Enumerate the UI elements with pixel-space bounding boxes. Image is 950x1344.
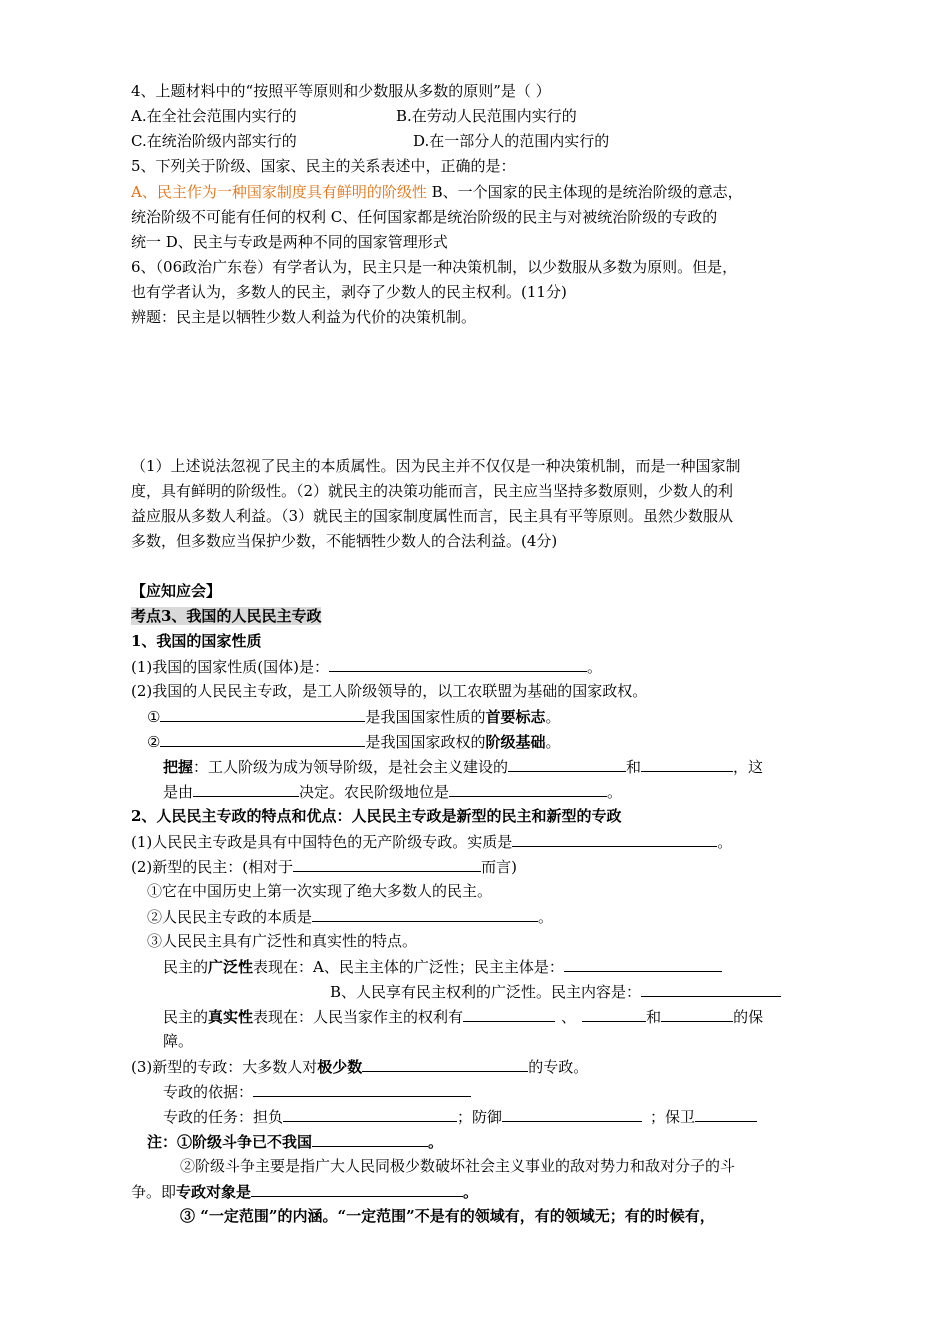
zs-a: 民主的 — [163, 1008, 209, 1026]
q5-stem: 5、下列关于阶级、国家、民主的关系表述中，正确的是： — [131, 157, 516, 175]
renwu-b: ；防御 — [457, 1108, 503, 1126]
q6-line1: 6、（06政治广东卷）有学者认为，民主只是一种决策机制，以少数服从多数为原则。但是， — [131, 258, 738, 276]
gf-a: 民主的 — [163, 958, 209, 976]
zs-e: 的保 — [733, 1008, 764, 1026]
answer-line3: 益应服从多数人利益。（3）就民主的国家制度属性而言，民主具有平等原则。虽然少数服从 — [131, 507, 734, 525]
blank-field[interactable] — [253, 1080, 471, 1097]
s2-2 — [131, 855, 831, 878]
zhenshi-line — [163, 1005, 863, 1028]
circle-1-prefix: ① — [147, 708, 161, 726]
blank-field[interactable] — [449, 780, 607, 797]
point-1: ①它在中国历史上第一次实现了绝大多数人的民主。 — [147, 882, 493, 900]
blank-field[interactable] — [661, 1005, 733, 1022]
gf-c: B、人民享有民主权利的广泛性。民主内容是： — [330, 983, 642, 1001]
point-2 — [147, 905, 847, 928]
s2-2b: 而言) — [481, 858, 517, 876]
q4-option-c: C.在统治阶级内部实行的 — [131, 132, 297, 150]
jueding: 决定。农民阶级地位是 — [299, 783, 450, 801]
q5-line3: 统一 D、民主与专政是两种不同的国家管理形式 — [131, 233, 448, 251]
s3-bold: 极少数 — [317, 1058, 363, 1076]
period: 。 — [428, 1133, 444, 1151]
gf-bold: 广泛性 — [208, 958, 254, 976]
answer-line1: （1）上述说法忽视了民主的本质属性。因为民主并不仅仅是一种决策机制，而是一种国家制 — [131, 457, 741, 475]
kaodian-title-text: 考点3、我国的人民民主专政 — [131, 607, 322, 625]
period: 。 — [545, 733, 561, 751]
blank-field[interactable] — [512, 830, 717, 847]
heading-2: 2、人民民主专政的特点和优点：人民民主专政是新型的民主和新型的专政 — [131, 807, 622, 825]
q4-option-d: D.在一部分人的范围内实行的 — [413, 132, 610, 150]
q4-options-ab — [131, 105, 831, 127]
kaodian-title — [131, 605, 831, 627]
renwu-c: ；保卫 — [650, 1108, 696, 1126]
heading-1: 1、我国的国家性质 — [131, 632, 262, 650]
period: 。 — [538, 908, 554, 926]
circle-1 — [147, 705, 847, 728]
zhi-label: 把握 — [163, 758, 194, 776]
zhi-text: ：工人阶级为成为领导阶级，是社会主义建设的 — [193, 758, 509, 776]
q4-option-b: B.在劳动人民范围内实行的 — [396, 107, 577, 125]
zs-d: 和 — [646, 1008, 662, 1026]
circle-2-bold: 阶级基础 — [485, 733, 546, 751]
blank-field[interactable] — [312, 905, 538, 922]
zhi-he: 和 — [626, 758, 642, 776]
blank-field[interactable] — [582, 1005, 646, 1022]
note-2: ②阶级斗争主要是指广大人民同极少数破坏社会主义事业的敌对势力和敌对分子的斗 — [180, 1157, 736, 1175]
s3-line — [131, 1055, 831, 1078]
point-3: ③人民民主具有广泛性和真实性的特点。 — [147, 932, 418, 950]
shi-you-line — [163, 780, 863, 803]
gf-b: 表现在：A、民主主体的广泛性；民主主体是： — [253, 958, 564, 976]
point-2-text: ②人民民主专政的本质是 — [147, 908, 313, 926]
s1-1-text: (1)我国的国家性质(国体)是： — [131, 658, 329, 676]
blank-field[interactable] — [695, 1105, 757, 1122]
q6-line3: 辨题：民主是以牺牲少数人利益为代价的决策机制。 — [131, 308, 477, 326]
answer-line2: 度，具有鲜明的阶级性。（2）就民主的决策功能而言，民主应当坚持多数原则，少数人的利 — [131, 482, 734, 500]
note-2-b: 争。即 — [131, 1183, 177, 1201]
s3-b: 的专政。 — [528, 1058, 589, 1076]
blank-field[interactable] — [312, 1130, 428, 1147]
q5-line1 — [131, 181, 831, 203]
q4-options-cd — [131, 130, 831, 152]
yiju-line — [163, 1080, 863, 1103]
circle-2-text: 是我国国家政权的 — [365, 733, 486, 751]
zs-b: 表现在：人民当家作主的权利有 — [253, 1008, 464, 1026]
circle-2 — [147, 730, 847, 753]
q5-line1-rest: B、一个国家的民主体现的是统治阶级的意志， — [426, 183, 743, 201]
s2-1-text: (1)人民民主专政是具有中国特色的无产阶级专政。实质是 — [131, 833, 513, 851]
blank-field[interactable] — [251, 1180, 463, 1197]
s2-2a: (2)新型的民主：(相对于 — [131, 858, 294, 876]
s3-a: (3)新型的专政：大多数人对 — [131, 1058, 318, 1076]
period: 。 — [586, 658, 602, 676]
renwu-a: 专政的任务：担负 — [163, 1108, 284, 1126]
q4-option-a: A.在全社会范围内实行的 — [131, 107, 297, 125]
section-header: 【应知应会】 — [131, 582, 222, 600]
q6-line2: 也有学者认为，多数人的民主，剥夺了少数人的民主权利。(11分) — [131, 283, 567, 301]
blank-field[interactable] — [283, 1105, 457, 1122]
blank-field[interactable] — [329, 655, 587, 672]
q5-option-a-highlight: A、民主作为一种国家制度具有鲜明的阶级性 — [131, 183, 427, 201]
circle-2-prefix: ② — [147, 733, 161, 751]
zs-bold: 真实性 — [208, 1008, 254, 1026]
blank-field[interactable] — [362, 1055, 528, 1072]
guangfan-line-b — [330, 980, 950, 1003]
blank-field[interactable] — [508, 755, 626, 772]
blank-field[interactable] — [293, 855, 481, 872]
blank-field[interactable] — [463, 1005, 555, 1022]
zs-c: 、 — [561, 1008, 577, 1026]
circle-1-bold: 首要标志 — [485, 708, 546, 726]
blank-field[interactable] — [641, 980, 781, 997]
q4-stem: 4、上题材料中的“按照平等原则和少数服从多数的原则”是（ ） — [131, 82, 551, 100]
s1-1 — [131, 655, 831, 678]
note-1-text: 注：①阶级斗争已不我国 — [147, 1133, 313, 1151]
zhi-line — [163, 755, 863, 778]
note-1 — [147, 1130, 847, 1153]
zhi-end: ，这 — [733, 758, 764, 776]
note-3: ③ “一定范围”的内涵。“一定范围”不是有的领域有，有的领域无；有的时候有， — [180, 1207, 715, 1225]
renwu-line — [163, 1105, 863, 1128]
circle-1-text: 是我国国家性质的 — [365, 708, 486, 726]
period: 。 — [545, 708, 561, 726]
period: 。 — [607, 783, 623, 801]
note-2-cont — [131, 1180, 831, 1203]
s2-1 — [131, 830, 831, 853]
blank-field[interactable] — [193, 780, 299, 797]
blank-field[interactable] — [160, 730, 365, 747]
yiju: 专政的依据： — [163, 1083, 254, 1101]
zhenshi-line-b: 障。 — [163, 1032, 194, 1050]
blank-field[interactable] — [502, 1105, 642, 1122]
answer-line4: 多数，但多数应当保护少数，不能牺牲少数人的合法利益。(4分) — [131, 532, 558, 550]
shi-you: 是由 — [163, 783, 194, 801]
q5-line2: 统治阶级不可能有任何的权利 C、任何国家都是统治阶级的民主与对被统治阶级的专政的 — [131, 208, 718, 226]
blank-field[interactable] — [564, 955, 722, 972]
note-2-bold: 专政对象是 — [176, 1183, 252, 1201]
s1-2: (2)我国的人民民主专政，是工人阶级领导的，以工农联盟为基础的国家政权。 — [131, 682, 648, 700]
period: 。 — [717, 833, 733, 851]
blank-field[interactable] — [641, 755, 733, 772]
guangfan-line — [163, 955, 863, 978]
period: 。 — [463, 1183, 479, 1201]
blank-field[interactable] — [160, 705, 365, 722]
